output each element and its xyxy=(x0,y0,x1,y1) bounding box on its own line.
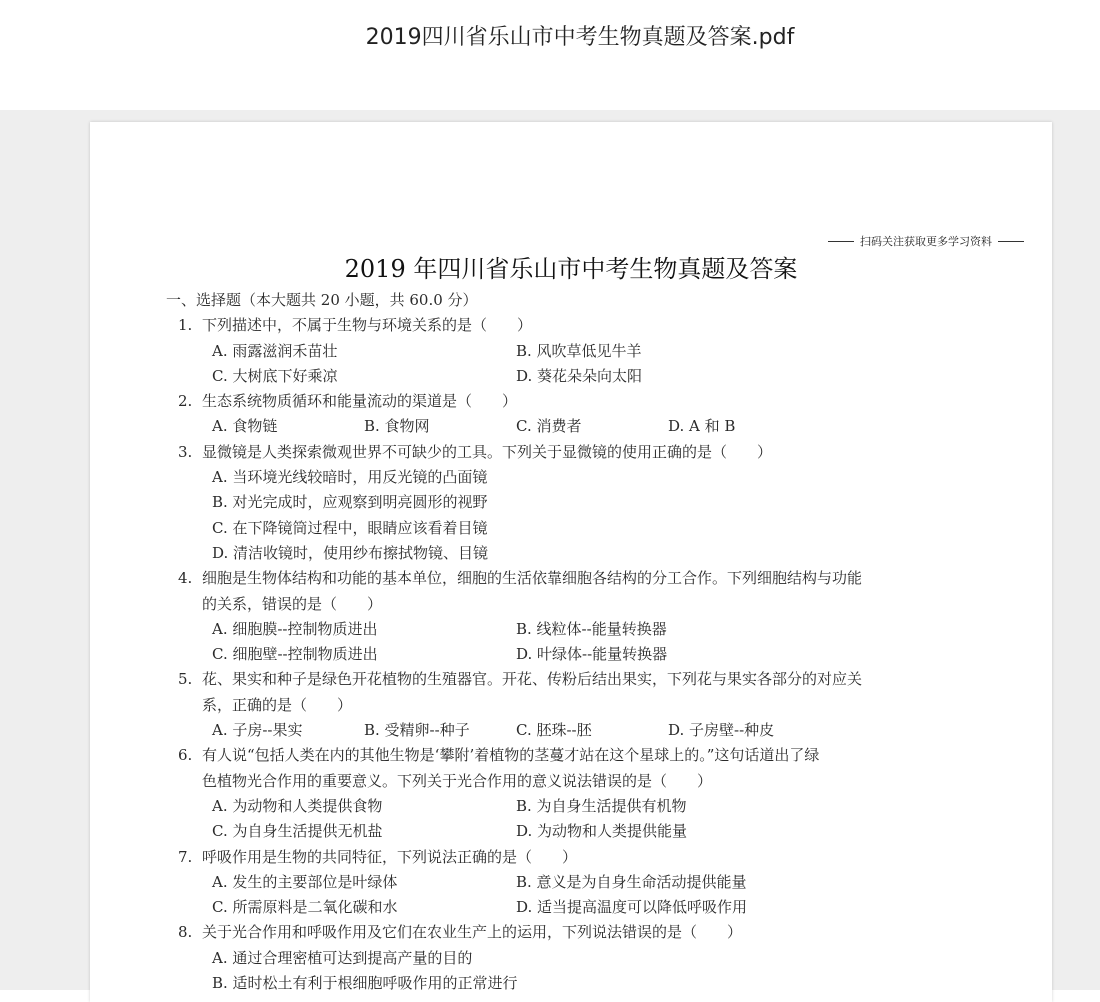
question-text: 的关系，错误的是（ ） xyxy=(202,594,383,613)
question-stem-line xyxy=(166,693,986,718)
answer-option: C. 胚珠--胚 xyxy=(516,721,592,740)
answer-option: C. 细胞壁--控制物质进出 xyxy=(212,645,378,664)
option-row xyxy=(166,870,986,895)
question-text: 有人说“包括人类在内的其他生物是‘攀附’着植物的茎蔓才站在这个星球上的。”这句话道出了绿 xyxy=(202,746,820,765)
option-row xyxy=(166,617,986,642)
answer-option: B. 对光完成时，应观察到明亮圆形的视野 xyxy=(212,493,488,512)
question-text: 花、果实和种子是绿色开花植物的生殖器官。开花、传粉后结出果实，下列花与果实各部分的对应关 xyxy=(202,670,863,689)
question xyxy=(166,845,986,921)
question-stem-line xyxy=(166,389,986,414)
question-stem-line xyxy=(166,592,986,617)
answer-option: C. 所需原料是二氧化碳和水 xyxy=(212,898,398,917)
question-stem-line xyxy=(166,845,986,870)
answer-option: B. 意义是为自身生命活动提供能量 xyxy=(516,872,747,891)
question-text: 细胞是生物体结构和功能的基本单位，细胞的生活依靠细胞各结构的分工合作。下列细胞结构与功能 xyxy=(202,569,863,588)
answer-option: D. 清洁收镜时，使用纱布擦拭物镜、目镜 xyxy=(212,543,489,562)
question-text: 呼吸作用是生物的共同特征，下列说法正确的是（ ） xyxy=(202,847,578,866)
question xyxy=(166,389,986,440)
option-row xyxy=(166,895,986,920)
answer-option: D. 葵花朵朵向太阳 xyxy=(516,366,643,385)
question-stem-line xyxy=(166,743,986,768)
question-text: 色植物光合作用的重要意义。下列关于光合作用的意义说法错误的是（ ） xyxy=(202,771,713,790)
option-row xyxy=(166,339,986,364)
answer-option: B. 适时松土有利于根细胞呼吸作用的正常进行 xyxy=(212,974,518,993)
question-text: 生态系统物质循环和能量流动的渠道是（ ） xyxy=(202,392,518,411)
answer-option: D. A 和 B xyxy=(668,417,736,436)
option-row xyxy=(166,819,986,844)
file-title: 2019四川省乐山市中考生物真题及答案.pdf xyxy=(365,25,795,50)
answer-option: C. 在下降镜筒过程中，眼睛应该看着目镜 xyxy=(212,518,488,537)
answer-option: B. 受精卵--种子 xyxy=(364,721,470,740)
question-stem-line xyxy=(166,667,986,692)
answer-option: A. 子房--果实 xyxy=(212,721,303,740)
question-number xyxy=(166,592,202,617)
answer-option: D. 子房壁--种皮 xyxy=(668,721,775,740)
answer-option: A. 雨露滋润禾苗壮 xyxy=(212,341,338,360)
question-stem-line xyxy=(166,769,986,794)
question-number: 7. xyxy=(178,847,193,866)
answer-option: D. 适当提高温度可以降低呼吸作用 xyxy=(516,898,748,917)
exam-title: 2019 年四川省乐山市中考生物真题及答案 xyxy=(344,255,798,283)
answer-option: A. 通过合理密植可达到提高产量的目的 xyxy=(212,948,473,967)
answer-option: B. 食物网 xyxy=(364,417,430,436)
option-row xyxy=(166,718,986,743)
question-number: 3. xyxy=(178,442,193,461)
answer-option: B. 风吹草低见牛羊 xyxy=(516,341,642,360)
question-text: 关于光合作用和呼吸作用及它们在农业生产上的运用，下列说法错误的是（ ） xyxy=(202,923,743,942)
answer-option: B. 线粒体--能量转换器 xyxy=(516,619,667,638)
answer-option: C. 为自身生活提供无机盐 xyxy=(212,822,383,841)
option-row xyxy=(166,642,986,667)
question-number: 1. xyxy=(178,316,193,335)
question xyxy=(166,566,986,667)
answer-option: D. 为动物和人类提供能量 xyxy=(516,822,688,841)
option-row xyxy=(166,794,986,819)
answer-option: A. 为动物和人类提供食物 xyxy=(212,796,383,815)
question-text: 显微镜是人类探索微观世界不可缺少的工具。下列关于显微镜的使用正确的是（ ） xyxy=(202,442,773,461)
question-body xyxy=(166,288,986,996)
question xyxy=(166,920,986,996)
question-stem-line xyxy=(166,566,986,591)
question-number: 5. xyxy=(178,670,193,689)
question xyxy=(166,313,986,389)
question xyxy=(166,667,986,743)
question xyxy=(166,743,986,844)
answer-option: A. 发生的主要部位是叶绿体 xyxy=(212,872,398,891)
watermark xyxy=(828,233,1024,249)
answer-option: C. 大树底下好乘凉 xyxy=(212,366,338,385)
question xyxy=(166,440,986,566)
question-stem-line xyxy=(166,440,986,465)
option-row xyxy=(166,364,986,389)
pdf-page xyxy=(90,122,1052,1002)
question-text: 系，正确的是（ ） xyxy=(202,695,353,714)
viewer-header xyxy=(0,0,1100,110)
question-stem-line xyxy=(166,920,986,945)
watermark-rule-left xyxy=(828,241,854,242)
watermark-rule-right xyxy=(998,241,1024,242)
question-text: 下列描述中，不属于生物与环境关系的是（ ） xyxy=(202,316,533,335)
answer-option: B. 为自身生活提供有机物 xyxy=(516,796,687,815)
question-number: 6. xyxy=(178,746,193,765)
question-number xyxy=(166,769,202,794)
answer-option: A. 当环境光线较暗时，用反光镜的凸面镜 xyxy=(212,468,488,487)
question-number: 4. xyxy=(178,569,193,588)
question-number xyxy=(166,693,202,718)
option-row xyxy=(166,414,986,439)
question-stem-line xyxy=(166,313,986,338)
answer-option: C. 消费者 xyxy=(516,417,582,436)
answer-option: A. 细胞膜--控制物质进出 xyxy=(212,619,378,638)
watermark-text: 扫码关注获取更多学习资料 xyxy=(860,235,992,248)
answer-option: A. 食物链 xyxy=(212,417,278,436)
document-viewer[interactable] xyxy=(0,110,1100,993)
section-heading: 一、选择题（本大题共 20 小题，共 60.0 分） xyxy=(166,291,478,309)
question-number: 8. xyxy=(178,923,193,942)
question-number: 2. xyxy=(178,392,193,411)
answer-option: D. 叶绿体--能量转换器 xyxy=(516,645,668,664)
